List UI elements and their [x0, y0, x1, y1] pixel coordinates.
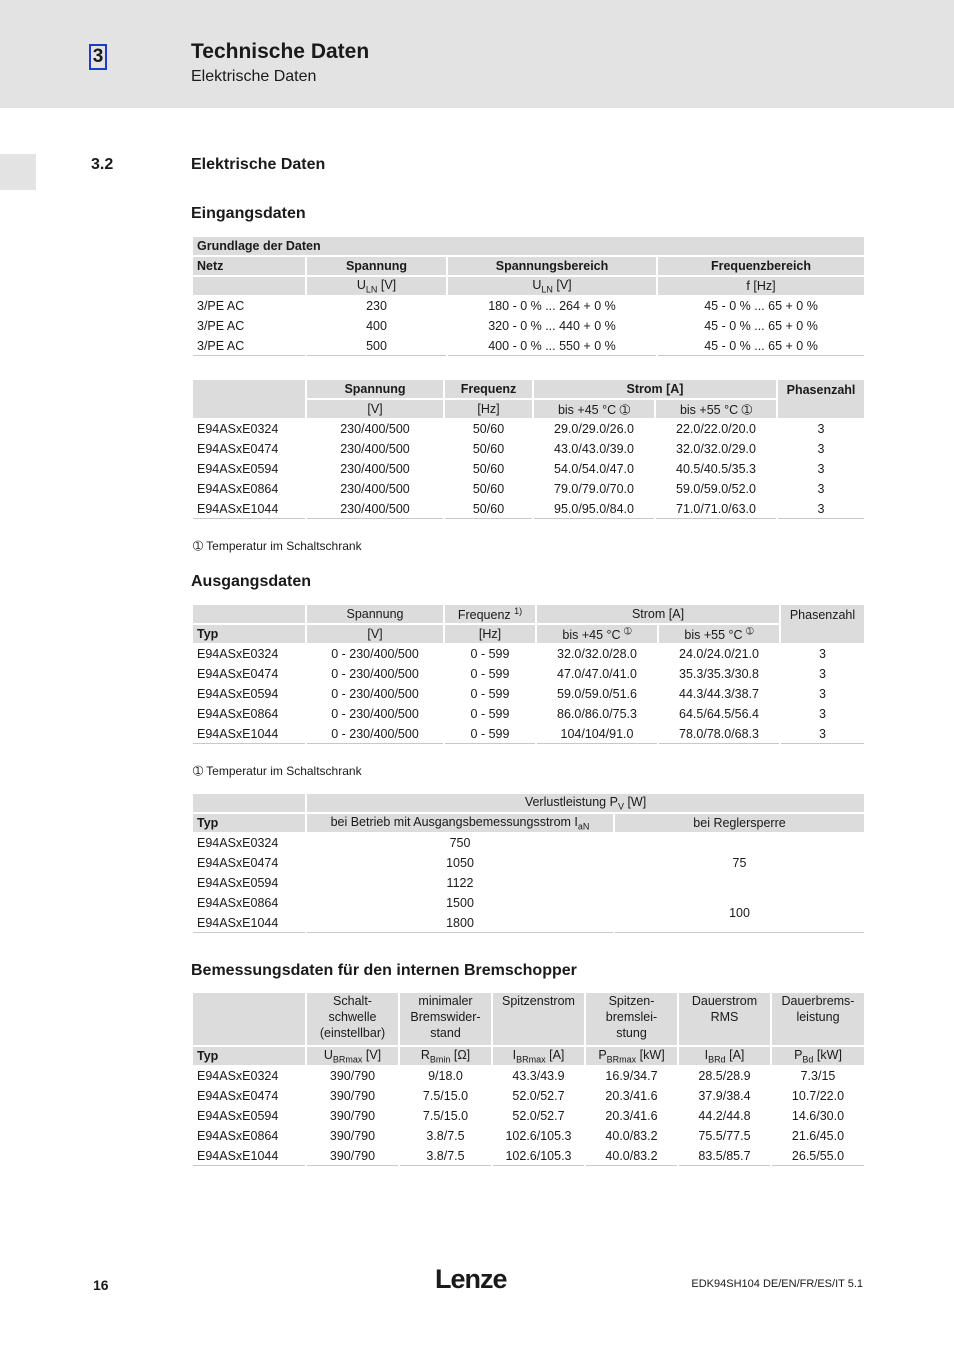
footnote: ➀ Temperatur im Schaltschrank — [193, 764, 362, 778]
cell: 52.0/52.7 — [492, 1106, 585, 1126]
cell: 37.9/38.4 — [678, 1086, 771, 1106]
cell: 54.0/54.0/47.0 — [533, 459, 655, 479]
header-cell — [192, 604, 306, 624]
cell: 59.0/59.0/52.0 — [655, 479, 777, 499]
table-row — [192, 479, 865, 499]
unit-symbol: U — [323, 1047, 333, 1062]
unit-symbol: P — [794, 1047, 803, 1062]
table-row — [192, 833, 865, 853]
unit-label: [V] — [365, 1047, 382, 1062]
header-cell: [V] — [306, 399, 444, 419]
cell: E94ASxE0324 — [192, 419, 306, 439]
cell: 3.8/7.5 — [399, 1126, 492, 1146]
cell: 22.0/22.0/20.0 — [655, 419, 777, 439]
header-cell — [771, 992, 865, 1046]
cell: 1050 — [306, 853, 614, 873]
header-cell: Spannungsbereich — [447, 256, 657, 276]
cell: 44.3/44.3/38.7 — [658, 684, 780, 704]
brake-chopper-table — [191, 991, 866, 1166]
header-label: bis +45 °C — [562, 628, 621, 643]
cell: E94ASxE1044 — [192, 499, 306, 519]
cell: 35.3/35.3/30.8 — [658, 664, 780, 684]
unit-label: [A] — [549, 1047, 565, 1062]
section-number: 3.2 — [91, 156, 114, 173]
cell: E94ASxE0324 — [192, 644, 306, 664]
table-row — [192, 336, 865, 356]
header-line: bremslei- — [605, 1010, 658, 1024]
page-number: 16 — [93, 1277, 109, 1293]
cell: 390/790 — [306, 1126, 399, 1146]
unit-symbol: U — [356, 277, 366, 292]
cell: 3 — [780, 704, 865, 724]
header-line: Spitzenstrom — [502, 994, 575, 1008]
cell: 45 - 0 % ... 65 + 0 % — [657, 296, 865, 316]
cell: E94ASxE0474 — [192, 664, 306, 684]
cell: 3.8/7.5 — [399, 1146, 492, 1166]
cell: 3 — [780, 644, 865, 664]
unit-subscript: LN — [365, 284, 378, 295]
input-basis-table — [191, 235, 866, 356]
header-line: (einstellbar) — [319, 1026, 386, 1040]
header-line: Spitzen- — [608, 994, 655, 1008]
cell: 102.6/105.3 — [492, 1126, 585, 1146]
cell: 230 — [306, 296, 447, 316]
cell: 7.5/15.0 — [399, 1106, 492, 1126]
cell: 3/PE AC — [192, 316, 306, 336]
cell: 3 — [777, 459, 865, 479]
header-cell: f [Hz] — [657, 276, 865, 296]
unit-label: [A] — [729, 1047, 745, 1062]
cell: E94ASxE0864 — [192, 704, 306, 724]
header-cell: Spannung — [306, 379, 444, 399]
header-line: leistung — [796, 1010, 840, 1024]
cell: 500 — [306, 336, 447, 356]
header-cell: bis +55 °C ➀ — [655, 399, 777, 419]
header-cell: Spannung — [306, 256, 447, 276]
cell: 1122 — [306, 873, 614, 893]
footnote-mark: ➀ — [624, 625, 632, 636]
header-cell — [585, 1046, 678, 1066]
header-line: Dauerbrems- — [781, 994, 855, 1008]
cell: 50/60 — [444, 499, 533, 519]
unit-symbol: I — [704, 1047, 709, 1062]
header-band — [0, 0, 954, 108]
unit-subscript: aN — [577, 821, 590, 832]
cell: 71.0/71.0/63.0 — [655, 499, 777, 519]
chapter-title: Technische Daten — [191, 40, 370, 63]
header-cell — [192, 793, 306, 813]
unit-label: [V] — [556, 277, 572, 292]
table-row — [192, 499, 865, 519]
header-cell — [306, 813, 614, 833]
header-cell — [306, 276, 447, 296]
cell: E94ASxE0594 — [192, 684, 306, 704]
cell: 75 — [614, 833, 865, 893]
cell: 390/790 — [306, 1146, 399, 1166]
cell: 104/104/91.0 — [536, 724, 658, 744]
cell: 180 - 0 % ... 264 + 0 % — [447, 296, 657, 316]
cell: E94ASxE0864 — [192, 479, 306, 499]
header-cell: Spannung — [306, 604, 444, 624]
section-title: Elektrische Daten — [191, 156, 326, 173]
cell: 230/400/500 — [306, 419, 444, 439]
cell: E94ASxE0594 — [192, 873, 306, 893]
table-row — [192, 419, 865, 439]
cell: 102.6/105.3 — [492, 1146, 585, 1166]
cell: 3 — [777, 439, 865, 459]
header-label: bis +55 °C — [684, 628, 743, 643]
header-cell: [V] — [306, 624, 444, 644]
cell: 50/60 — [444, 459, 533, 479]
header-cell: Phasenzahl — [777, 379, 865, 419]
document-id: EDK94SH104 DE/EN/FR/ES/IT 5.1 — [691, 1278, 863, 1290]
cell: 20.3/41.6 — [585, 1106, 678, 1126]
cell: 0 - 230/400/500 — [306, 684, 444, 704]
header-line: schwelle — [328, 1010, 377, 1024]
header-label: Verlustleistung P — [524, 794, 618, 809]
input-current-table — [191, 378, 866, 519]
cell: 230/400/500 — [306, 439, 444, 459]
cell: 0 - 230/400/500 — [306, 704, 444, 724]
unit-subscript: LN — [541, 284, 553, 295]
header-cell — [306, 1046, 399, 1066]
cell: 400 — [306, 316, 447, 336]
table-row — [192, 684, 865, 704]
header-cell — [492, 1046, 585, 1066]
cell: 3 — [777, 479, 865, 499]
cell: 29.0/29.0/26.0 — [533, 419, 655, 439]
table-row — [192, 439, 865, 459]
cell: 78.0/78.0/68.3 — [658, 724, 780, 744]
cell: 750 — [306, 833, 614, 853]
cell: 14.6/30.0 — [771, 1106, 865, 1126]
cell: 50/60 — [444, 419, 533, 439]
header-cell: Typ — [192, 624, 306, 644]
cell: 83.5/85.7 — [678, 1146, 771, 1166]
header-cell: [Hz] — [444, 624, 536, 644]
table-row — [192, 893, 865, 913]
cell: 64.5/64.5/56.4 — [658, 704, 780, 724]
table-row — [192, 296, 865, 316]
cell: E94ASxE0594 — [192, 459, 306, 479]
cell: E94ASxE1044 — [192, 913, 306, 933]
header-cell — [658, 624, 780, 644]
table-row — [192, 1146, 865, 1166]
power-loss-table — [191, 792, 866, 933]
header-cell: Netz — [192, 256, 306, 276]
header-cell: Frequenzbereich — [657, 256, 865, 276]
cell: 47.0/47.0/41.0 — [536, 664, 658, 684]
cell: 3 — [777, 419, 865, 439]
header-label: bei Betrieb mit Ausgangsbemessungsstrom I — [330, 814, 578, 829]
header-cell: bei Reglersperre — [614, 813, 865, 833]
header-cell — [678, 992, 771, 1046]
header-cell: Frequenz — [444, 379, 533, 399]
heading-ausgangsdaten: Ausgangsdaten — [191, 573, 312, 590]
cell: E94ASxE0864 — [192, 1126, 306, 1146]
table-row — [192, 1066, 865, 1086]
footnote-mark: 1) — [514, 605, 523, 616]
cell: 59.0/59.0/51.6 — [536, 684, 658, 704]
header-cell — [492, 992, 585, 1046]
header-cell — [192, 276, 306, 296]
table-row — [192, 704, 865, 724]
header-cell — [444, 604, 536, 624]
cell: 400 - 0 % ... 550 + 0 % — [447, 336, 657, 356]
unit-subscript: V — [617, 801, 624, 812]
header-cell — [678, 1046, 771, 1066]
header-line: minimaler — [418, 994, 473, 1008]
cell: 95.0/95.0/84.0 — [533, 499, 655, 519]
cell: 0 - 230/400/500 — [306, 644, 444, 664]
cell: E94ASxE0594 — [192, 1106, 306, 1126]
unit-symbol: R — [420, 1047, 430, 1062]
cell: 75.5/77.5 — [678, 1126, 771, 1146]
table-row — [192, 664, 865, 684]
header-cell — [399, 1046, 492, 1066]
table-row — [192, 644, 865, 664]
cell: 50/60 — [444, 439, 533, 459]
cell: 52.0/52.7 — [492, 1086, 585, 1106]
cell: 43.3/43.9 — [492, 1066, 585, 1086]
header-line: RMS — [710, 1010, 739, 1024]
header-cell — [585, 992, 678, 1046]
header-cell — [399, 992, 492, 1046]
unit-label: [kW] — [816, 1047, 842, 1062]
header-line: Bremswider- — [410, 1010, 481, 1024]
cell: E94ASxE0864 — [192, 893, 306, 913]
cell: E94ASxE0324 — [192, 833, 306, 853]
footnote-mark: ➀ — [746, 625, 754, 636]
table-caption: Grundlage der Daten — [192, 236, 865, 256]
cell: 9/18.0 — [399, 1066, 492, 1086]
header-cell: Typ — [192, 1046, 306, 1066]
cell: 3 — [780, 664, 865, 684]
cell: 0 - 599 — [444, 684, 536, 704]
cell: 0 - 599 — [444, 664, 536, 684]
header-line: Dauerstrom — [691, 994, 758, 1008]
heading-bremschopper: Bemessungsdaten für den internen Bremschopper — [191, 962, 577, 979]
cell: E94ASxE0324 — [192, 1066, 306, 1086]
header-line: stung — [616, 1026, 647, 1040]
cell: 10.7/22.0 — [771, 1086, 865, 1106]
cell: 7.5/15.0 — [399, 1086, 492, 1106]
chapter-subtitle: Elektrische Daten — [191, 68, 317, 85]
header-cell: Strom [A] — [533, 379, 777, 399]
header-cell — [306, 793, 865, 813]
unit-subscript: Bd — [802, 1054, 814, 1065]
cell: 3 — [777, 499, 865, 519]
cell: 86.0/86.0/75.3 — [536, 704, 658, 724]
header-cell: Typ — [192, 813, 306, 833]
unit-symbol: P — [598, 1047, 607, 1062]
cell: 20.3/41.6 — [585, 1086, 678, 1106]
unit-subscript: BRmax — [606, 1054, 637, 1065]
cell: 32.0/32.0/28.0 — [536, 644, 658, 664]
cell: 3 — [780, 684, 865, 704]
table-row — [192, 459, 865, 479]
cell: 3/PE AC — [192, 336, 306, 356]
cell: 16.9/34.7 — [585, 1066, 678, 1086]
cell: 390/790 — [306, 1086, 399, 1106]
unit-label: [V] — [380, 277, 397, 292]
table-row — [192, 724, 865, 744]
cell: 3/PE AC — [192, 296, 306, 316]
cell: 230/400/500 — [306, 499, 444, 519]
unit-label: [kW] — [639, 1047, 665, 1062]
unit-label: [Ω] — [453, 1047, 471, 1062]
cell: 45 - 0 % ... 65 + 0 % — [657, 316, 865, 336]
cell: 1800 — [306, 913, 614, 933]
lenze-logo: Lenze — [435, 1264, 507, 1294]
cell: 230/400/500 — [306, 479, 444, 499]
cell: 7.3/15 — [771, 1066, 865, 1086]
header-cell: [Hz] — [444, 399, 533, 419]
cell: 0 - 599 — [444, 644, 536, 664]
cell: 26.5/55.0 — [771, 1146, 865, 1166]
unit-symbol: U — [532, 277, 542, 292]
unit-symbol: I — [512, 1047, 517, 1062]
table-row — [192, 1086, 865, 1106]
cell: E94ASxE0474 — [192, 439, 306, 459]
footnote: ➀ Temperatur im Schaltschrank — [193, 539, 362, 553]
unit-subscript: BRmax — [516, 1054, 546, 1065]
cell: 1500 — [306, 893, 614, 913]
cell: 28.5/28.9 — [678, 1066, 771, 1086]
header-cell — [771, 1046, 865, 1066]
cell: 0 - 599 — [444, 724, 536, 744]
cell: 79.0/79.0/70.0 — [533, 479, 655, 499]
header-cell — [536, 624, 658, 644]
cell: 40.0/83.2 — [585, 1146, 678, 1166]
unit-subscript: Bmin — [429, 1054, 451, 1065]
cell: 0 - 599 — [444, 704, 536, 724]
header-cell: Strom [A] — [536, 604, 780, 624]
header-cell: Phasenzahl — [780, 604, 865, 644]
table-row — [192, 316, 865, 336]
header-cell — [192, 379, 306, 419]
cell: 320 - 0 % ... 440 + 0 % — [447, 316, 657, 336]
cell: 50/60 — [444, 479, 533, 499]
side-tab — [0, 154, 36, 190]
header-line: Schalt- — [333, 994, 372, 1008]
header-cell — [306, 992, 399, 1046]
cell: 390/790 — [306, 1106, 399, 1126]
cell: 3 — [780, 724, 865, 744]
table-row — [192, 1126, 865, 1146]
cell: E94ASxE1044 — [192, 1146, 306, 1166]
cell: E94ASxE0474 — [192, 853, 306, 873]
cell: 390/790 — [306, 1066, 399, 1086]
cell: 32.0/32.0/29.0 — [655, 439, 777, 459]
output-table — [191, 603, 866, 744]
cell: 40.5/40.5/35.3 — [655, 459, 777, 479]
cell: 230/400/500 — [306, 459, 444, 479]
header-cell: bis +45 °C ➀ — [533, 399, 655, 419]
cell: E94ASxE1044 — [192, 724, 306, 744]
cell: 0 - 230/400/500 — [306, 664, 444, 684]
unit-label: [W] — [627, 794, 647, 809]
cell: 43.0/43.0/39.0 — [533, 439, 655, 459]
cell: 40.0/83.2 — [585, 1126, 678, 1146]
cell: 100 — [614, 893, 865, 933]
header-cell — [192, 992, 306, 1046]
cell: 44.2/44.8 — [678, 1106, 771, 1126]
chapter-number: 3 — [89, 44, 107, 70]
header-cell — [447, 276, 657, 296]
cell: 21.6/45.0 — [771, 1126, 865, 1146]
unit-subscript: BRd — [708, 1054, 726, 1065]
heading-eingangsdaten: Eingangsdaten — [191, 205, 306, 222]
header-line: stand — [430, 1026, 461, 1040]
cell: 24.0/24.0/21.0 — [658, 644, 780, 664]
unit-subscript: BRmax — [332, 1054, 363, 1065]
cell: 0 - 230/400/500 — [306, 724, 444, 744]
cell: 45 - 0 % ... 65 + 0 % — [657, 336, 865, 356]
table-row — [192, 1106, 865, 1126]
header-label: Frequenz — [457, 608, 511, 623]
cell: E94ASxE0474 — [192, 1086, 306, 1106]
